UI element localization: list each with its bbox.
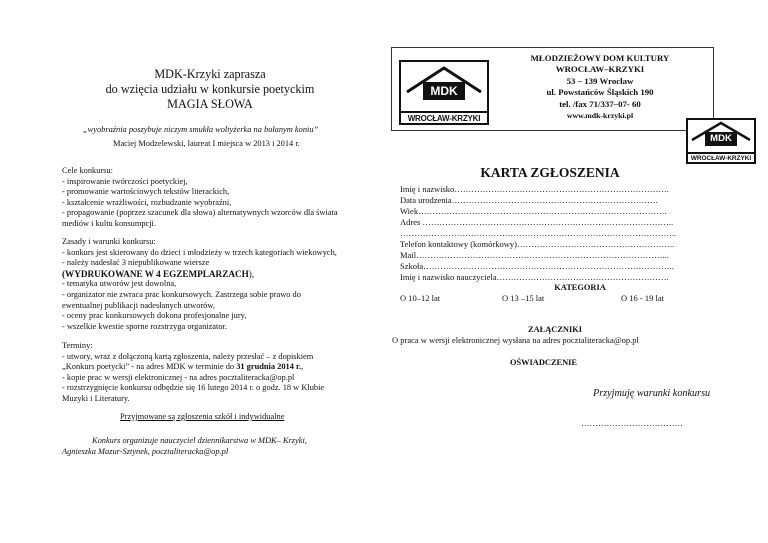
dates-deadline-end: , xyxy=(301,362,304,372)
institution-postcode: 53 – 139 Wrocław xyxy=(566,75,634,86)
rules-line xyxy=(62,269,382,280)
dates-line: - utwory, wraz z dołączoną kartą zgłoszenia, należy przesłać – z dopiskiem xyxy=(62,351,314,361)
rules-line: - konkurs jest skierowany do dzieci i młodzieży w trzech kategoriach wiekowych, xyxy=(62,247,337,257)
field-age[interactable]: Wiek……………………………………………………………………………. xyxy=(400,206,667,216)
mdk-logo-large xyxy=(399,60,489,125)
rules-line-end: ), xyxy=(248,268,255,279)
declaration-heading: OŚWIADCZENIE xyxy=(510,358,578,367)
institution-phone: tel. /fax 71/337–07- 60 xyxy=(559,98,641,109)
invitation-line-1: MDK-Krzyki zaprasza xyxy=(154,67,266,81)
field-address-continued[interactable]: …………………………………………………………………………………….. xyxy=(400,228,677,238)
motto-quote: „wyobraźnia poszybuje niczym smukła woltyżerka na bułanym koniu” xyxy=(83,125,319,134)
field-email[interactable]: Mail……………………………………………………………………………... xyxy=(400,250,669,260)
rules-line: - tematyka utworów jest dowolna, xyxy=(62,279,177,289)
goals-item: - inspirowanie twórczości poetyckiej, xyxy=(62,176,188,186)
dates-line xyxy=(62,362,382,373)
rules-line: - wszelkie kwestie sporne rozstrzyga organizator. xyxy=(62,321,227,331)
mdk-logo-text: MDK xyxy=(423,82,465,100)
field-teacher-name[interactable]: Imię i nazwisko nauczyciela……………………………………………………. xyxy=(400,272,669,282)
institution-website: www.mdk-krzyki.pl xyxy=(566,111,634,121)
dates-deadline-text: „Konkurs poetycki” - na adres MDK w terminie do xyxy=(62,362,237,372)
goals-heading: Cele konkursu: xyxy=(62,166,113,175)
accepted-applications: Przyjmowane są zgłoszenia szkół i indywidualne xyxy=(120,412,285,421)
organizer-line: Agnieszka Mazur-Sztynek, pocztaliteracka@op.pl xyxy=(62,446,229,456)
goals-item: mediów i kultu konsumpcji. xyxy=(62,218,156,228)
rules-line: - organizator nie zwraca prac konkursowych. Zastrzega sobie prawo do xyxy=(62,289,301,299)
invitation-heading xyxy=(90,67,330,112)
rules-heading: Zasady i warunki konkursu: xyxy=(62,237,156,246)
category-option-13-15[interactable]: O 13 –15 lat xyxy=(502,293,545,303)
invitation-contest-title: MAGIA SŁOWA xyxy=(167,97,253,111)
attachments-heading: ZAŁĄCZNIKI xyxy=(528,325,582,334)
field-birth-date[interactable]: Data urodzenia………………………………………………………………. xyxy=(400,195,658,205)
category-option-10-12[interactable]: O 10–12 lat xyxy=(400,293,441,303)
category-option-16-19[interactable]: O 16 - 19 lat xyxy=(621,293,664,303)
attachment-option[interactable]: O praca w wersji elektronicznej wysłana na adres pocztaliteracka@op.pl xyxy=(392,335,639,345)
category-heading: KATEGORIA xyxy=(554,283,606,292)
field-address[interactable]: Adres …………………………………………………………………………….. xyxy=(400,217,674,227)
goals-section xyxy=(62,166,382,230)
mdk-logo-strip: WROCŁAW-KRZYKI xyxy=(686,152,756,164)
declaration-text: Przyjmuję warunki konkursu xyxy=(593,388,711,399)
dates-heading: Terminy: xyxy=(62,341,93,350)
dates-section xyxy=(62,341,382,405)
rules-line: ewentualnej publikacji nadesłanych utworów, xyxy=(62,300,215,310)
field-school[interactable]: Szkoła…………………………………………………………………………….. xyxy=(400,261,674,271)
institution-address xyxy=(505,53,695,121)
dates-deadline: 31 grudnia 2014 r. xyxy=(236,362,302,372)
institution-name: MŁODZIEŻOWY DOM KULTURY xyxy=(530,53,670,63)
invitation-line-2: do wzięcia udziału w konkursie poetyckim xyxy=(105,82,315,96)
goals-item: - kształcenie wrażliwości, rozbudzanie wyobraźni, xyxy=(62,197,232,207)
dates-line: Muzyki i Literatury. xyxy=(62,393,130,403)
rules-printed-copies: (WYDRUKOWANE W 4 EGZEMPLARZACH xyxy=(62,268,249,279)
organizer-line: Konkurs organizuje nauczyciel dziennikarstwa w MDK– Krzyki, xyxy=(92,436,307,445)
form-title: KARTA ZGŁOSZENIA xyxy=(480,165,620,180)
mdk-logo-text: MDK xyxy=(705,132,737,146)
rules-line: - oceny prac konkursowych dokona profesjonalne jury, xyxy=(62,311,247,321)
signature-line[interactable]: ……………………………… xyxy=(581,418,683,428)
dates-line: - kopie prac w wersji elektronicznej - na adres pocztaliteracka@op.pl xyxy=(62,372,295,382)
dates-line: - rozstrzygnięcie konkursu odbędzie się 16 lutego 2014 r. o godz. 18 w Klubie xyxy=(62,383,325,393)
mdk-logo-strip: WROCŁAW-KRZYKI xyxy=(399,111,489,125)
mdk-logo-small xyxy=(686,118,756,164)
field-full-name[interactable]: Imię i nazwisko…………………………………………………………………. xyxy=(400,184,669,194)
motto-author: Maciej Modzelewski, laureat I miejsca w 2013 i 2014 r. xyxy=(113,139,300,148)
rules-line: - należy nadesłać 3 niepublikowane wiersze xyxy=(62,258,210,268)
goals-item: - propagowanie (poprzez szacunek dla słowa) alternatywnych wzorców dla świata xyxy=(62,208,338,218)
rules-section xyxy=(62,237,382,332)
field-phone[interactable]: Telefon kontaktowy (komórkowy)……………………………………………….. xyxy=(400,239,675,249)
goals-item: - promowanie wartościowych tekstów literackich, xyxy=(62,187,230,197)
institution-district: WROCŁAW–KRZYKI xyxy=(555,64,645,75)
institution-street: ul. Powstańców Śląskich 190 xyxy=(546,87,654,98)
organizer-note xyxy=(62,436,382,457)
